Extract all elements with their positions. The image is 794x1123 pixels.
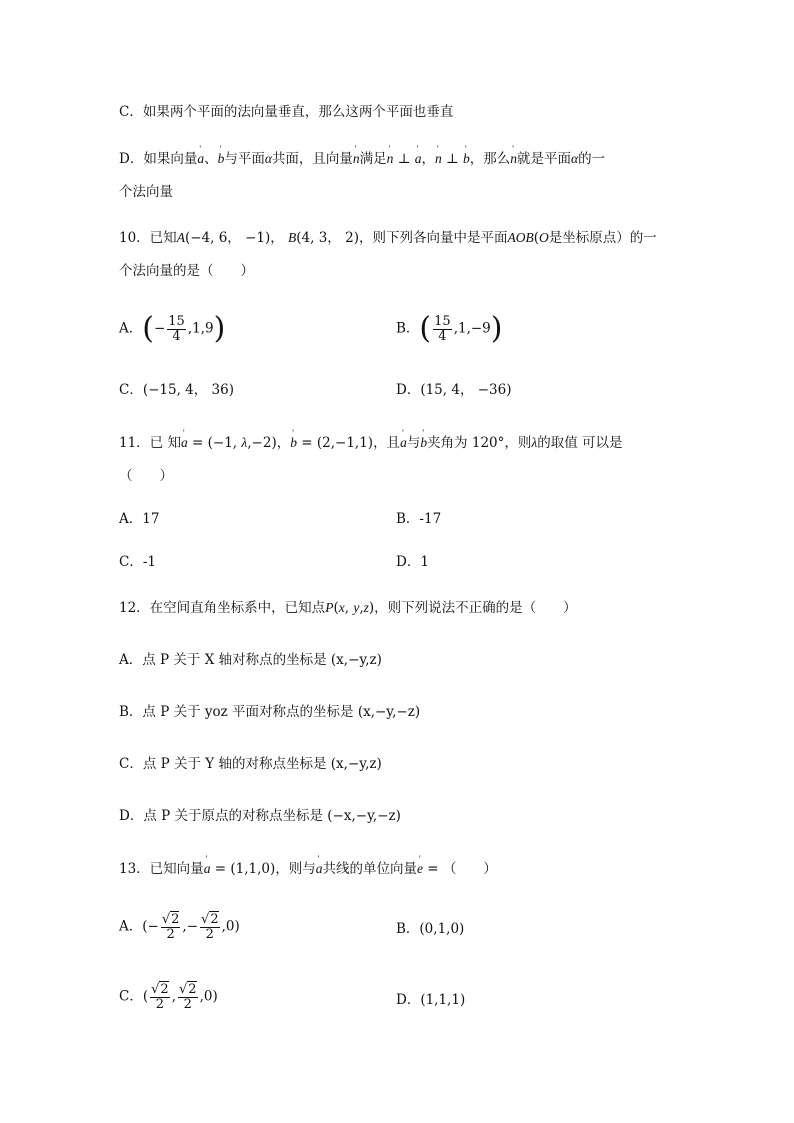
q10-option-d: D．(15, 4， −36) — [396, 382, 512, 398]
label: A． — [119, 320, 143, 337]
q10-stem-cont: 个法向量的是（ ） — [119, 263, 254, 279]
q9-option-c: C．如果两个平面的法向量垂直，那么这两个平面也垂直 — [119, 104, 454, 120]
q11-option-a: A．17 — [119, 511, 160, 527]
text: （ ） — [442, 861, 497, 877]
text: 13．已知向量 — [119, 861, 204, 877]
q12-option-a: A．点 P 关于 X 轴对称点的坐标是 (x,−y,z) — [119, 652, 382, 668]
text: ，则下列各向量中是平面 — [358, 230, 508, 246]
text: 11．已 知 — [119, 435, 181, 451]
label: A． — [119, 918, 143, 935]
q12-option-c: C．点 P 关于 Y 轴的对称点坐标是 (x,−y,z) — [119, 756, 382, 772]
q12-option-d: D．点 P 关于原点的对称点坐标是 (−x,−y,−z) — [119, 808, 401, 824]
q11-option-d: D．1 — [396, 554, 429, 570]
text: ，那么 — [469, 151, 511, 167]
text: ，则下列说法不正确的是（ ） — [374, 600, 577, 616]
text: 夹角为 120°，则 — [427, 435, 532, 451]
text: 满足 — [359, 151, 387, 167]
q13-option-a: A．(− $\frac{√2}{2}$ ,− $\frac{√2}{2}$ ,0) — [119, 912, 240, 942]
text: ，且 — [373, 435, 401, 451]
q13-option-b: B．(0,1,0) — [396, 921, 465, 937]
text: 共面，且向量 — [271, 151, 353, 167]
q11-option-c: C．-1 — [119, 554, 156, 570]
text: 就是平面 — [516, 151, 571, 167]
text: 12．在空间直角坐标系中，已知点 — [119, 600, 326, 616]
q11-option-b: B．-17 — [396, 511, 442, 527]
q12-option-b: B．点 P 关于 yoz 平面对称点的坐标是 (x,−y,−z) — [119, 704, 421, 720]
text: D．如果向量 — [119, 151, 198, 167]
q10-option-a: A．(− $\frac{15}{4}$ ,1,9) — [119, 311, 226, 346]
q13-option-d: D．(1,1,1) — [396, 992, 466, 1008]
q9-option-d: D．如果向量' a、' b与平面α共面，且向量' n满足' n ⊥ ' a，' n ⊥ ' b，那么' n就是平面α的一 — [119, 152, 605, 167]
text: 与 — [406, 435, 421, 451]
text: ，则与 — [275, 861, 316, 877]
text: 共线的单位向量 — [322, 861, 417, 877]
label: C． — [119, 988, 143, 1005]
q12-stem: 12．在空间直角坐标系中，已知点P(x, y,z)，则下列说法不正确的是（ ） — [119, 600, 577, 616]
q11-stem-cont: （ ） — [119, 468, 173, 484]
q13-option-c: C．( $\frac{√2}{2}$ , $\frac{√2}{2}$ ,0) — [119, 982, 218, 1012]
q13-stem: 13．已知向量' a = (1,1,0)，则与' a共线的单位向量' e = （ ） — [119, 862, 497, 877]
text: 10．已知 — [119, 230, 177, 246]
text: 与平面 — [224, 151, 265, 167]
text: 的一 — [578, 151, 606, 167]
text: 的取值 可以是 — [537, 435, 623, 451]
q10-option-b: B．( $\frac{15}{4}$ ,1,−9) — [396, 311, 503, 346]
q9-option-d-cont: 个法向量 — [119, 184, 173, 200]
label: B． — [396, 320, 420, 337]
q10-stem: 10．已知A(−4, 6， −1)， B(4, 3， 2)，则下列各向量中是平面AOB(O是坐标原点）的一 — [119, 230, 657, 246]
text: 是坐标原点）的一 — [548, 230, 657, 246]
q10-option-c: C．(−15, 4， 36) — [119, 382, 234, 398]
q11-stem: 11．已 知' a = (−1, λ,−2)，' b = (2,−1,1)，且' a与' b夹角为 120°，则λ的取值 可以是 — [119, 436, 623, 451]
